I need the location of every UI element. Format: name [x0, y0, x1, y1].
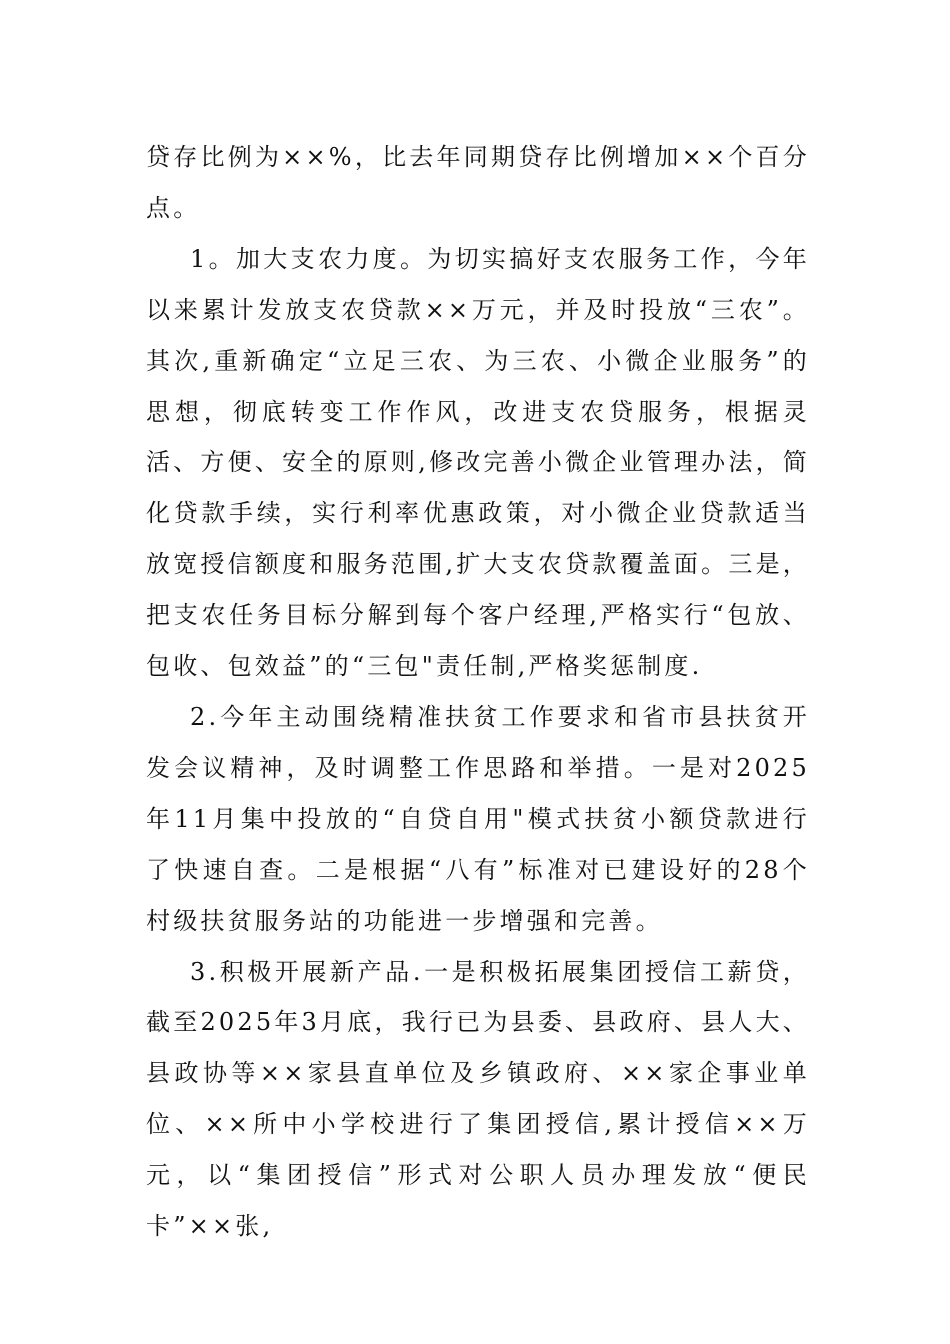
document-body [146, 132, 810, 1252]
paragraph-section-3: 3.积极开展新产品.一是积极拓展集团授信工薪贷，截至2025年3月底，我行已为县委、县政府、县人大、县政协等××家县直单位及乡镇政府、××家企事业单位、××所中小学校进行了集团授信,累计授信××万元，以“集团授信”形式对公职人员办理发放“便民卡”××张, [146, 957, 810, 1241]
paragraph-section-2: 2.今年主动围绕精准扶贫工作要求和省市县扶贫开发会议精神，及时调整工作思路和举措。一是对2025年11月集中投放的“自贷自用"模式扶贫小额贷款进行了快速自查。二是根据“八有”标准对已建设好的28个村级扶贫服务站的功能进一步增强和完善。 [146, 702, 810, 935]
paragraph-intro-continuation: 贷存比例为××%，比去年同期贷存比例增加××个百分点。 [146, 143, 810, 222]
paragraph-section-1: 1。加大支农力度。为切实搞好支农服务工作，今年以来累计发放支农贷款××万元，并及时投放“三农”。其次,重新确定“立足三农、为三农、小微企业服务”的思想，彻底转变工作作风，改进支农贷服务，根据灵活、方便、安全的原则,修改完善小微企业管理办法，简化贷款手续，实行利率优惠政策，对小微企业贷款适当放宽授信额度和服务范围,扩大支农贷款覆盖面。三是，把支农任务目标分解到每个客户经理,严格实行“包放、包收、包效益”的“三包"责任制,严格奖惩制度. [146, 244, 810, 681]
